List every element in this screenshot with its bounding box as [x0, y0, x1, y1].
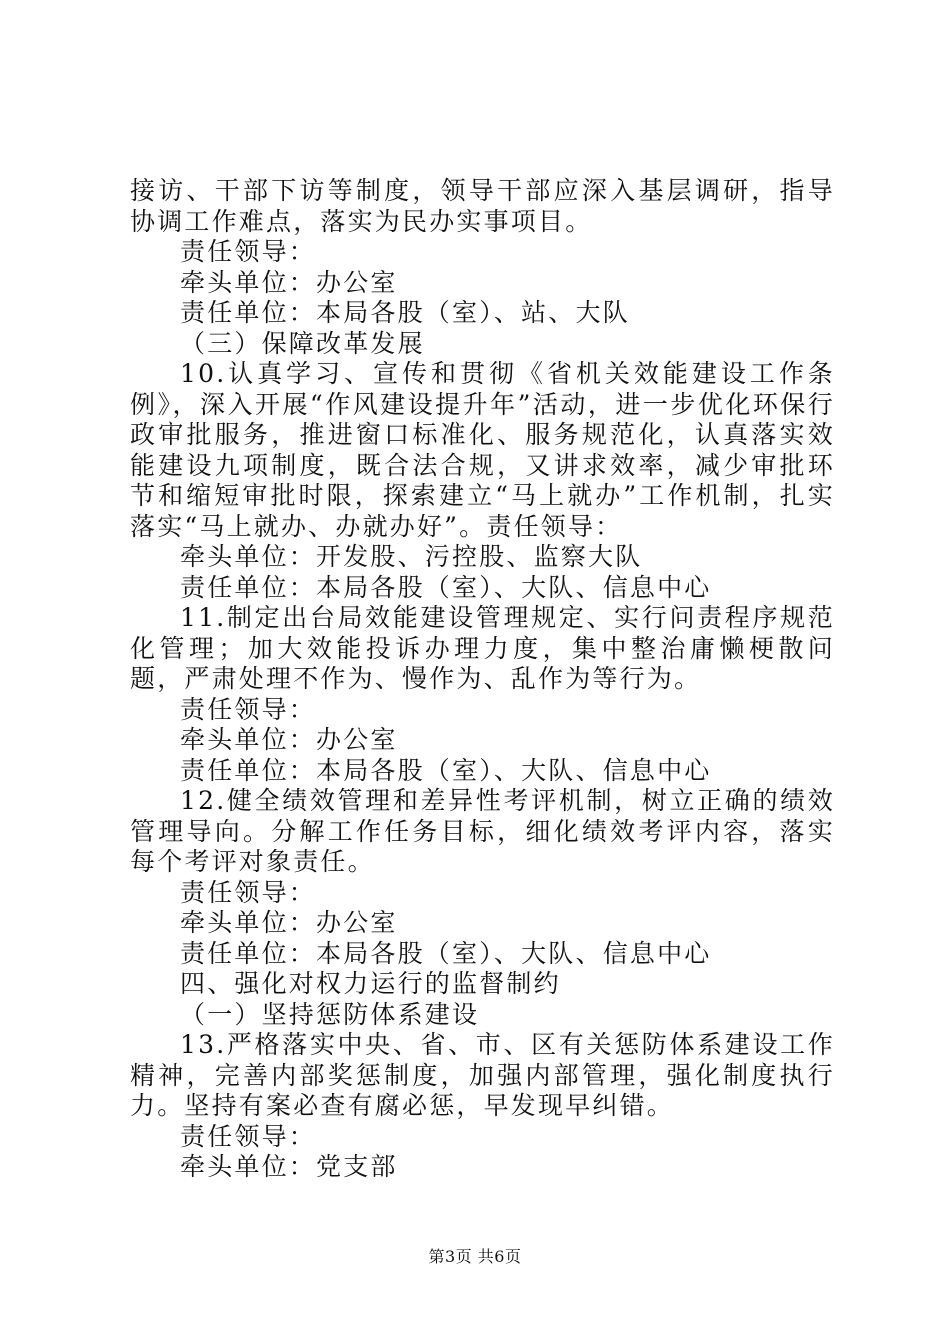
paragraph: 10.认真学习、宣传和贯彻《省机关效能建设工作条例》，深入开展“作风建设提升年”活动，进一步优化环保行政审批服务，推进窗口标准化、服务规范化，认真落实效能建设九项制度，既合法合规，又讲求效率，减少审批环节和缩短审批时限，探索建立“马上就办”工作机制，扎实落实“马上就办、办就办好”。责任领导：	[130, 359, 835, 541]
paragraph: 责任领导：	[180, 1121, 317, 1151]
paragraph: 责任单位：本局各股（室）、大队、信息中心	[180, 572, 712, 602]
section-heading: （三）保障改革发展	[180, 328, 425, 358]
paragraph: 责任单位：本局各股（室）、大队、信息中心	[180, 938, 712, 968]
paragraph: 11.制定出台局效能建设管理规定、实行问责程序规范化管理；加大效能投诉办理力度，集中整治庸懒梗散问题，严肃处理不作为、慢作为、乱作为等行为。	[130, 603, 835, 693]
paragraph: 牵头单位：办公室	[180, 725, 398, 754]
paragraph: 接访、干部下访等制度，领导干部应深入基层调研，指导协调工作难点，落实为民办实事项目。	[130, 176, 835, 236]
paragraph: 责任领导：	[180, 877, 317, 907]
paragraph: 12.健全绩效管理和差异性考评机制，树立正确的绩效管理导向。分解工作任务目标，细化绩效考评内容，落实每个考评对象责任。	[130, 786, 835, 876]
section-heading: （一）坚持惩防体系建设	[180, 999, 480, 1029]
page-number-footer: 第3页 共6页	[428, 1247, 522, 1266]
paragraph: 责任领导：	[180, 694, 317, 724]
paragraph: 责任领导：	[180, 237, 317, 266]
paragraph: 责任单位：本局各股（室）、站、大队	[180, 298, 630, 327]
paragraph: 责任单位：本局各股（室）、大队、信息中心	[180, 755, 712, 785]
section-heading: 四、强化对权力运行的监督制约	[180, 969, 561, 998]
paragraph: 牵头单位：办公室	[180, 908, 398, 937]
document-body	[130, 176, 835, 1183]
paragraph: 牵头单位：党支部	[180, 1152, 398, 1181]
paragraph: 13.严格落实中央、省、市、区有关惩防体系建设工作精神，完善内部奖惩制度，加强内部管理，强化制度执行力。坚持有案必查有腐必惩，早发现早纠错。	[130, 1030, 835, 1120]
paragraph: 牵头单位：办公室	[180, 267, 398, 297]
paragraph: 牵头单位：开发股、污控股、监察大队	[180, 542, 643, 571]
